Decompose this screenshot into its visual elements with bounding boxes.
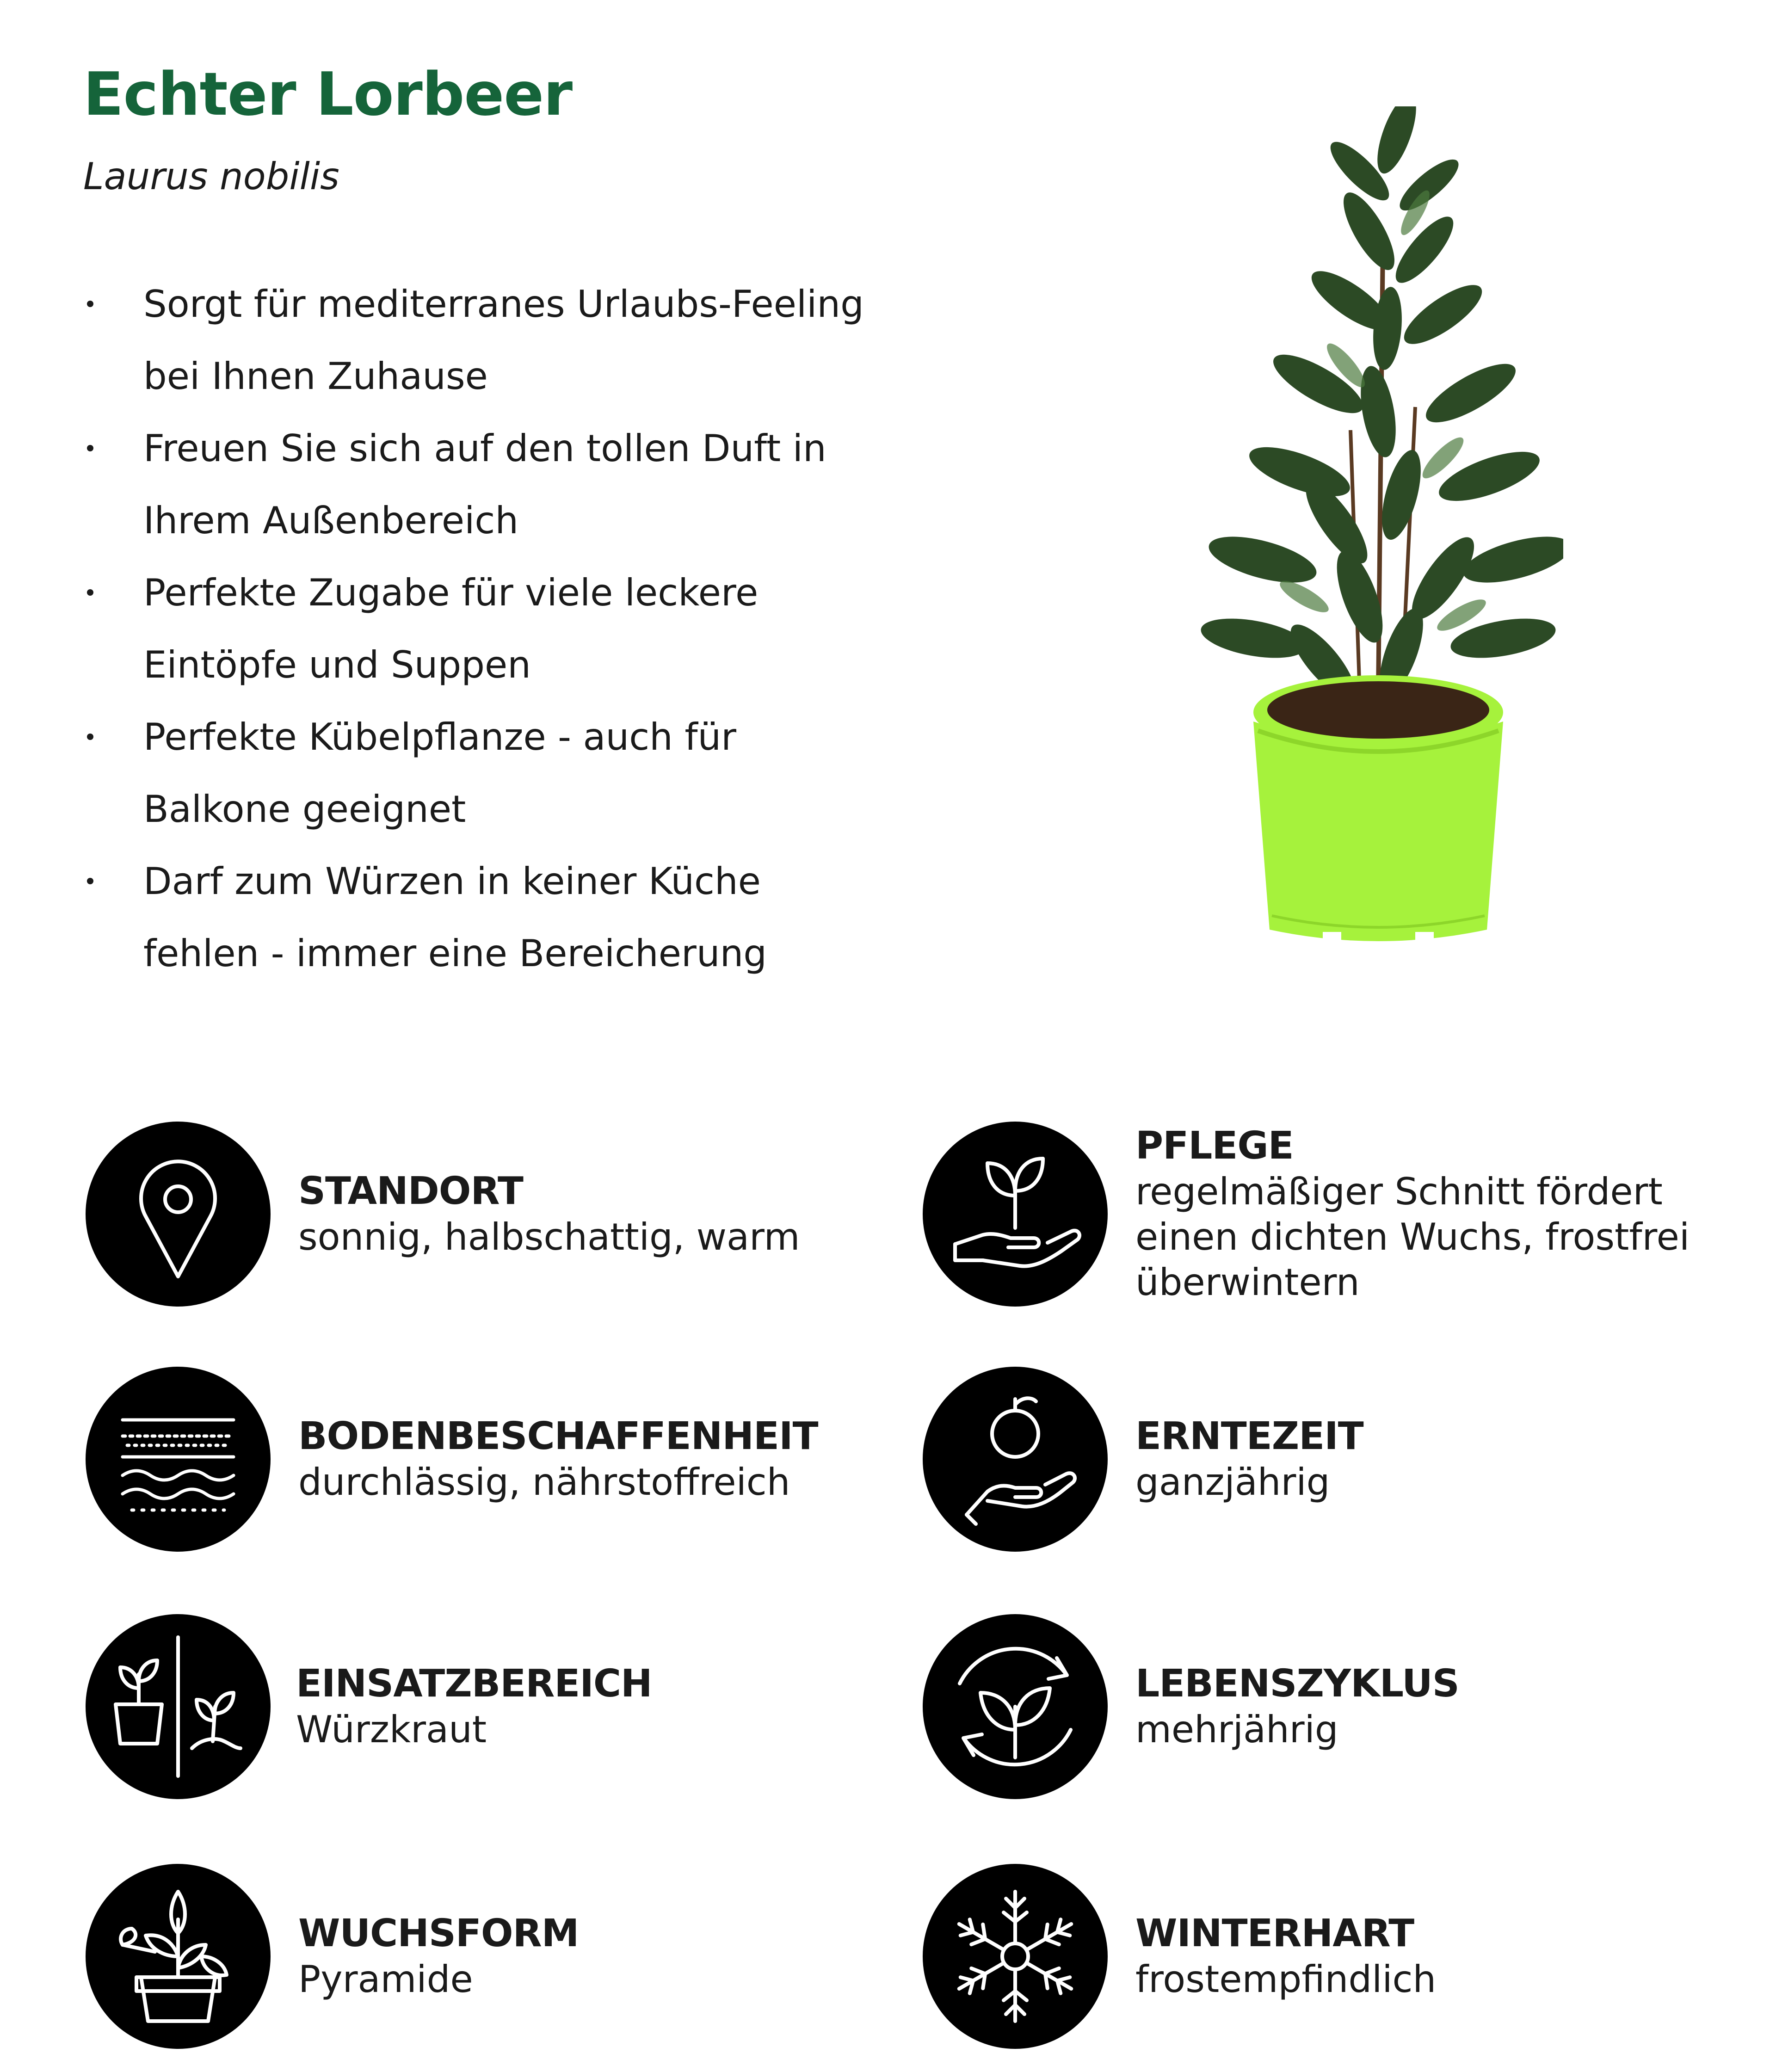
feature-winterhart <box>923 1864 1746 2049</box>
feature-wuchsform <box>86 1864 909 2049</box>
feature-label: WUCHSFORM <box>298 1912 579 1955</box>
feature-value: Würzkraut <box>296 1708 487 1751</box>
feature-label: PFLEGE <box>1135 1124 1294 1168</box>
benefit-item: Sorgt für mediterranes Urlaubs-Feeling bei Ihnen Zuhause <box>83 268 930 413</box>
feature-boden <box>86 1367 909 1552</box>
green-plant-pot <box>1253 675 1503 941</box>
feature-label: BODENBESCHAFFENHEIT <box>298 1414 818 1458</box>
hand-fruit-icon <box>923 1367 1108 1552</box>
benefit-item: Freuen Sie sich auf den tollen Duft in Ihrem Außenbereich <box>83 413 883 557</box>
latin-name: Laurus nobilis <box>83 155 339 198</box>
pot-and-ground-icon <box>86 1614 271 1799</box>
feature-lebenszyklus <box>923 1614 1746 1799</box>
feature-label: EINSATZBEREICH <box>296 1662 652 1706</box>
feature-value: sonnig, halbschattig, warm <box>298 1215 800 1258</box>
benefit-item: Perfekte Zugabe für viele leckere Eintöpfe und Suppen <box>83 557 837 701</box>
soil-layers-icon <box>86 1367 271 1552</box>
feature-value: ganzjährig <box>1135 1461 1330 1504</box>
benefit-item: Perfekte Kübelpflanze - auch für Balkone geeignet <box>83 701 837 845</box>
feature-label: WINTERHART <box>1135 1912 1414 1955</box>
laurel-foliage <box>1198 106 1563 707</box>
feature-value: Pyramide <box>298 1958 473 2001</box>
feature-value: durchlässig, nährstoffreich <box>298 1461 790 1504</box>
feature-einsatzbereich <box>86 1614 909 1799</box>
feature-value: frostempfindlich <box>1135 1958 1437 2001</box>
feature-label: ERNTEZEIT <box>1135 1414 1363 1458</box>
potted-plant-icon <box>86 1864 271 2049</box>
benefit-list <box>83 268 962 990</box>
snowflake-icon <box>923 1864 1108 2049</box>
location-pin-icon <box>86 1122 271 1307</box>
product-title: Echter Lorbeer <box>83 60 573 129</box>
feature-standort <box>86 1122 909 1307</box>
laurel-plant-image <box>1184 106 1563 967</box>
feature-value: mehrjährig <box>1135 1708 1338 1751</box>
feature-label: STANDORT <box>298 1169 523 1213</box>
feature-erntezeit <box>923 1367 1746 1552</box>
cycle-leaf-icon <box>923 1614 1108 1799</box>
feature-label: LEBENSZYKLUS <box>1135 1662 1459 1706</box>
hand-seedling-icon <box>923 1122 1108 1307</box>
feature-pflege <box>923 1122 1746 1307</box>
benefit-item: Darf zum Würzen in keiner Küche fehlen - immer eine Bereicherung <box>83 845 846 990</box>
feature-value: regelmäßiger Schnitt fördert einen dichten Wuchs, frostfrei überwintern <box>1135 1170 1690 1304</box>
